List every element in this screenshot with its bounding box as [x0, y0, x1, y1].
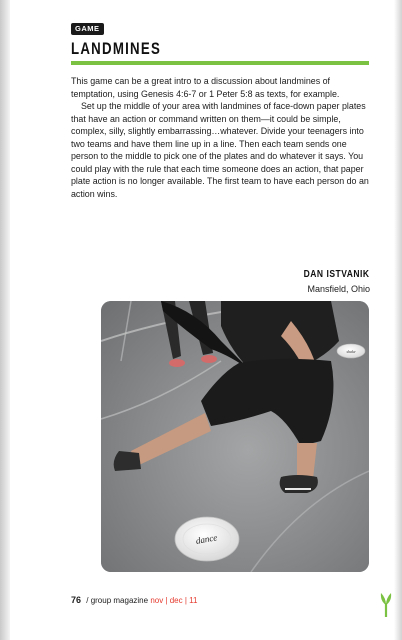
extended-shoe	[114, 451, 141, 471]
photo-illustration	[101, 301, 369, 572]
sprout-icon	[379, 591, 393, 617]
magazine-name: / group magazine	[86, 596, 149, 605]
paragraph-intro: This game can be a great intro to a discussion about landmines of temptation, using Genesis 4:6-7 or 1 Peter 5:8 as texts, for example.	[71, 76, 340, 99]
plate-label: dance	[195, 532, 218, 546]
page-footer	[71, 595, 197, 605]
background-person-sandal	[169, 359, 185, 367]
game-photo	[101, 301, 369, 572]
standing-shoe	[280, 475, 318, 493]
author-name: DAN ISTVANIK	[304, 269, 370, 280]
page-right-edge	[394, 0, 402, 640]
title-underline	[71, 61, 369, 65]
author-location: Mansfield, Ohio	[307, 284, 370, 294]
plate-label-small: shake	[346, 349, 356, 354]
article-body	[71, 75, 371, 200]
section-tag: GAME	[71, 23, 104, 35]
page-binding-shadow	[0, 0, 10, 640]
issue-date: nov | dec | 11	[150, 596, 198, 605]
page-number: 76	[71, 595, 82, 605]
paragraph-instructions: Set up the middle of your area with landmines of face-down paper plates that have an action or command written on them—it could be simple, complex, silly, slightly embarrassing…whatever. Divide your teenagers into two teams and have them line up in a line. Then each team sends one person to the middle to pick one of the plates and do whatever it says. You could play with the rule that each time someone does an action, that paper plate action is no longer available. The first team to have each person do an action wins.	[71, 101, 369, 199]
background-person-sandal	[201, 355, 217, 363]
article-title: LANDMINES	[71, 39, 162, 58]
